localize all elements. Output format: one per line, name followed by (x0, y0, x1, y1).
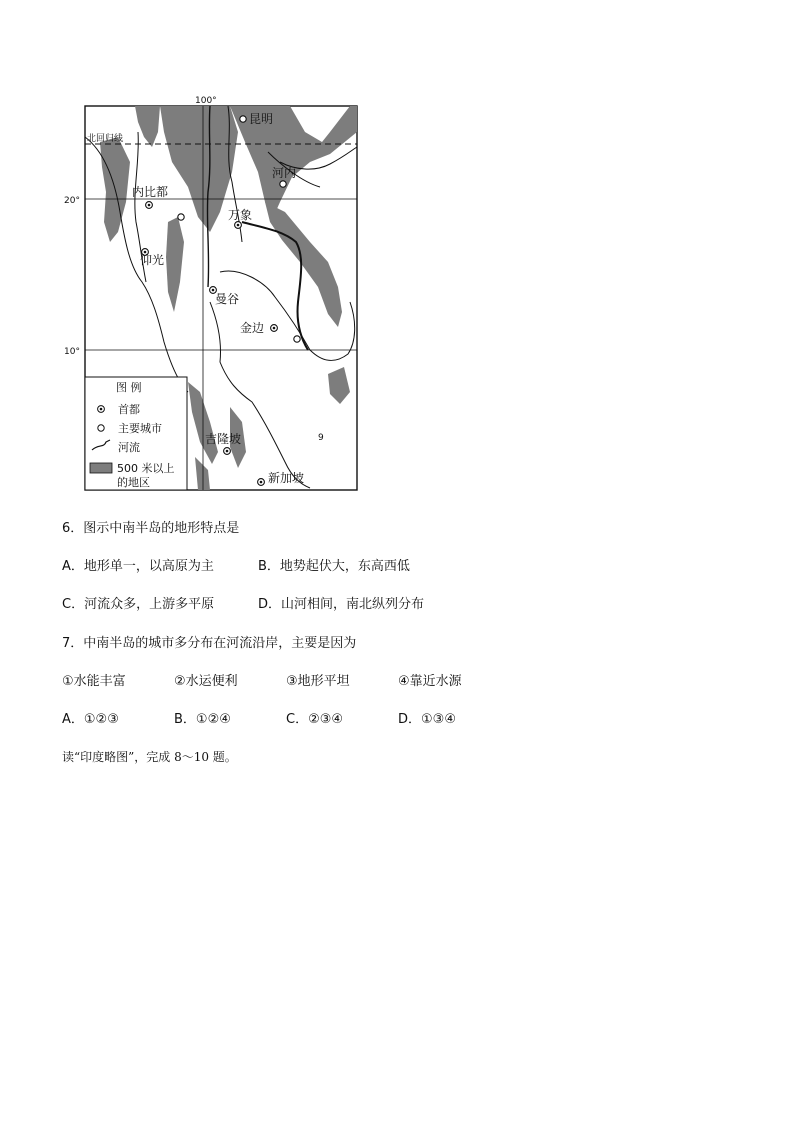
q7-statement-1: ①水能丰富 (62, 674, 126, 689)
legend-highland-icon (90, 463, 112, 473)
legend-river: 河流 (118, 441, 140, 454)
lat-label-10: 10° (64, 347, 80, 357)
chiangmai-marker (178, 214, 184, 220)
indochina-map (60, 92, 360, 492)
vientiane-marker (237, 224, 240, 227)
q7-statements (62, 673, 662, 691)
phnompenh-marker (273, 327, 276, 330)
hanoi-marker (280, 181, 286, 187)
q7-option-d[interactable]: D．①③④ (398, 712, 456, 727)
kualalumpur-marker (226, 450, 229, 453)
tropic-label: 北回归线 (87, 134, 124, 144)
city-label-hanoi: 河内 (272, 166, 297, 180)
legend-city-icon (98, 425, 104, 431)
q7-stem: 7．中南半岛的城市多分布在河流沿岸，主要是因为 (62, 636, 357, 651)
q6-option-a[interactable]: A．地形单一，以高原为主 (62, 559, 214, 574)
city-label-naypyidaw: 内比都 (132, 185, 169, 199)
q6-options-row2 (62, 596, 662, 614)
q7-statement-3: ③地形平坦 (286, 674, 350, 689)
city-label-singapore: 新加坡 (268, 471, 305, 485)
legend-capital-icon (100, 408, 103, 411)
legend-city: 主要城市 (118, 422, 162, 435)
q6-stem: 6．图示中南半岛的地形特点是 (62, 521, 240, 536)
city-label-vientiane: 万象 (228, 208, 253, 222)
q7-statement-4: ④靠近水源 (398, 674, 462, 689)
legend-highland-2: 的地区 (117, 476, 150, 489)
kunming-marker (240, 116, 246, 122)
q6-option-b[interactable]: B．地势起伏大，东高西低 (258, 559, 410, 574)
q7-option-a[interactable]: A．①②③ (62, 712, 119, 727)
reading-instruction: 读“印度略图”，完成 8～10 题。 (62, 750, 237, 764)
q6-option-c[interactable]: C．河流众多，上游多平原 (62, 597, 215, 612)
city-label-kualalumpur: 吉隆坡 (205, 432, 242, 446)
map-legend (85, 377, 187, 490)
lat-label-20: 20° (64, 196, 80, 206)
q7-options (62, 711, 662, 729)
q6-options-row1 (62, 558, 662, 576)
city-label-phnompenh: 金边 (240, 321, 265, 335)
map-svg (60, 92, 360, 492)
hcmc-marker (294, 336, 300, 342)
q7-option-b[interactable]: B．①②④ (174, 712, 231, 727)
q6-option-d[interactable]: D．山河相间，南北纵列分布 (258, 597, 425, 612)
legend-highland-1: 500 米以上 (117, 462, 175, 475)
legend-title: 图 例 (116, 381, 142, 394)
bangkok-marker (212, 289, 215, 292)
city-label-kunming: 昆明 (249, 112, 274, 126)
q7-statement-2: ②水运便利 (174, 674, 238, 689)
lon-label: 100° (195, 96, 217, 106)
naypyidaw-marker (148, 204, 151, 207)
city-label-yangon: 仰光 (140, 253, 165, 267)
island-label: 9 (318, 433, 324, 443)
legend-capital: 首都 (118, 403, 140, 416)
singapore-marker (260, 481, 263, 484)
q7-option-c[interactable]: C．②③④ (286, 712, 344, 727)
city-label-bangkok: 曼谷 (215, 292, 240, 306)
